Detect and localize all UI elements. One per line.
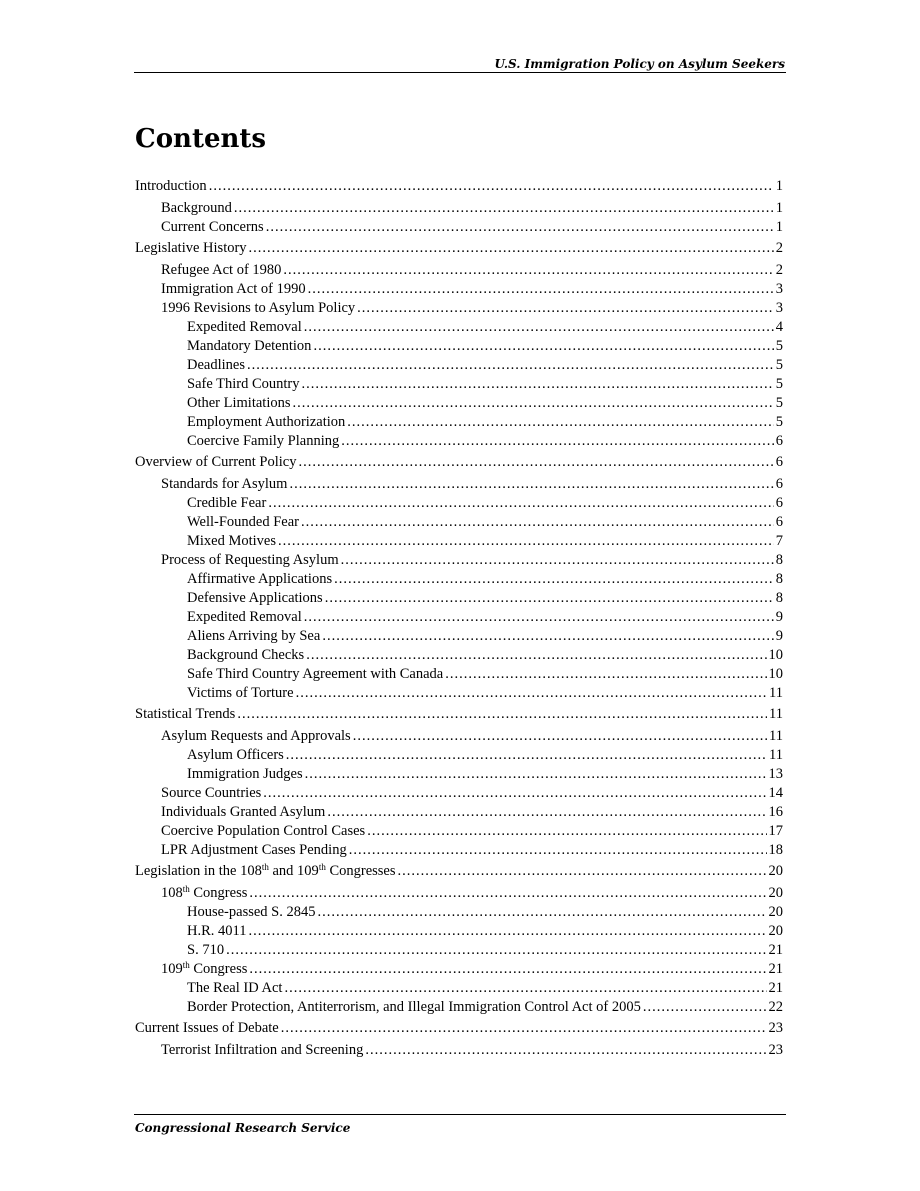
toc-entry[interactable]: [135, 551, 783, 570]
toc-entry-title: Individuals Granted Asylum: [161, 804, 326, 820]
toc-page-number: 5: [775, 357, 783, 373]
toc-entry[interactable]: [135, 822, 783, 841]
toc-entry[interactable]: [135, 1019, 783, 1038]
toc-entry-title: Affirmative Applications: [187, 571, 333, 587]
toc-page-number: 3: [775, 300, 783, 316]
toc-page-number: 7: [775, 533, 783, 549]
toc-entry-title: The Real ID Act: [187, 980, 283, 996]
toc-entry[interactable]: [135, 199, 783, 218]
toc-entry-title: Introduction: [135, 178, 207, 194]
toc-entry-title: Aliens Arriving by Sea: [187, 628, 321, 644]
toc-entry[interactable]: [135, 318, 783, 337]
toc-entry[interactable]: [135, 784, 783, 803]
toc-page-number: 11: [769, 728, 783, 744]
toc-dot-leader: [247, 356, 774, 375]
toc-dot-leader: [226, 941, 766, 960]
toc-dot-leader: [301, 513, 774, 532]
toc-dot-leader: [643, 998, 767, 1017]
toc-entry-title: 1996 Revisions to Asylum Policy: [161, 300, 356, 316]
toc-entry-title: Expedited Removal: [187, 319, 302, 335]
table-of-contents: [135, 177, 783, 1060]
toc-dot-leader: [334, 570, 774, 589]
toc-entry-title: Refugee Act of 1980: [161, 262, 282, 278]
toc-dot-leader: [398, 862, 767, 881]
toc-entry-title: 109th Congress: [161, 960, 248, 977]
toc-dot-leader: [284, 979, 766, 998]
toc-dot-leader: [325, 589, 774, 608]
toc-entry[interactable]: [135, 941, 783, 960]
toc-entry-title: Border Protection, Antiterrorism, and Illegal Immigration Control Act of 2005: [187, 999, 641, 1015]
toc-entry[interactable]: [135, 665, 783, 684]
toc-page-number: 5: [775, 376, 783, 392]
toc-page-number: 3: [775, 281, 783, 297]
toc-dot-leader: [293, 394, 774, 413]
toc-entry-title: H.R. 4011: [187, 923, 247, 939]
footer-text: Congressional Research Service: [135, 1121, 351, 1135]
toc-entry[interactable]: [135, 453, 783, 472]
toc-page-number: 21: [768, 942, 783, 958]
toc-entry-title: Mixed Motives: [187, 533, 277, 549]
toc-entry-title: Mandatory Detention: [187, 338, 312, 354]
toc-entry-title: Overview of Current Policy: [135, 454, 297, 470]
toc-entry-title: Safe Third Country Agreement with Canada: [187, 666, 444, 682]
toc-entry-title: Safe Third Country: [187, 376, 300, 392]
toc-page-number: 23: [768, 1020, 783, 1036]
toc-dot-leader: [365, 1041, 766, 1060]
toc-entry[interactable]: [135, 239, 783, 258]
toc-entry-title: Current Issues of Debate: [135, 1020, 279, 1036]
toc-entry[interactable]: [135, 841, 783, 860]
toc-dot-leader: [278, 532, 774, 551]
toc-entry[interactable]: [135, 922, 783, 941]
toc-entry-title: Employment Authorization: [187, 414, 346, 430]
toc-entry-title: Current Concerns: [161, 219, 264, 235]
toc-dot-leader: [248, 922, 766, 941]
toc-entry[interactable]: [135, 705, 783, 724]
toc-page-number: 9: [775, 628, 783, 644]
toc-page-number: 2: [775, 262, 783, 278]
toc-dot-leader: [322, 627, 773, 646]
toc-dot-leader: [289, 475, 773, 494]
toc-page-number: 9: [775, 609, 783, 625]
toc-entry[interactable]: [135, 608, 783, 627]
toc-page-number: 22: [768, 999, 783, 1015]
toc-dot-leader: [296, 684, 767, 703]
toc-entry[interactable]: [135, 570, 783, 589]
toc-entry-title: Immigration Judges: [187, 766, 303, 782]
toc-page-number: 4: [775, 319, 783, 335]
toc-dot-leader: [237, 705, 767, 724]
toc-entry-title: Legislation in the 108th and 109th Congresses: [135, 862, 396, 879]
toc-dot-leader: [304, 608, 774, 627]
toc-page-number: 11: [769, 706, 783, 722]
toc-dot-leader: [347, 413, 773, 432]
toc-entry-title: Background Checks: [187, 647, 305, 663]
toc-page-number: 20: [768, 885, 783, 901]
toc-page-number: 1: [775, 219, 783, 235]
toc-entry-title: Source Countries: [161, 785, 262, 801]
toc-page-number: 8: [775, 571, 783, 587]
toc-entry[interactable]: [135, 177, 783, 196]
toc-dot-leader: [249, 884, 766, 903]
toc-dot-leader: [327, 803, 766, 822]
toc-dot-leader: [305, 765, 767, 784]
toc-dot-leader: [283, 261, 773, 280]
toc-entry[interactable]: [135, 413, 783, 432]
toc-page-number: 8: [775, 552, 783, 568]
toc-entry-title: Expedited Removal: [187, 609, 302, 625]
toc-entry[interactable]: [135, 960, 783, 979]
toc-dot-leader: [263, 784, 766, 803]
toc-entry-title: Standards for Asylum: [161, 476, 288, 492]
toc-entry[interactable]: [135, 998, 783, 1017]
toc-entry-title: Credible Fear: [187, 495, 267, 511]
toc-page-number: 6: [775, 433, 783, 449]
toc-entry[interactable]: [135, 261, 783, 280]
toc-entry[interactable]: [135, 746, 783, 765]
toc-entry-title: Background: [161, 200, 232, 216]
toc-page-number: 21: [768, 961, 783, 977]
toc-dot-leader: [249, 960, 766, 979]
toc-entry-title: Legislative History: [135, 240, 247, 256]
toc-dot-leader: [268, 494, 773, 513]
toc-entry[interactable]: [135, 862, 783, 881]
toc-dot-leader: [367, 822, 766, 841]
toc-dot-leader: [353, 727, 767, 746]
toc-dot-leader: [281, 1019, 767, 1038]
toc-page-number: 20: [768, 923, 783, 939]
toc-dot-leader: [349, 841, 767, 860]
toc-page-number: 8: [775, 590, 783, 606]
toc-entry-title: House-passed S. 2845: [187, 904, 316, 920]
toc-entry[interactable]: [135, 884, 783, 903]
toc-entry[interactable]: [135, 589, 783, 608]
toc-entry-title: S. 710: [187, 942, 225, 958]
toc-entry-title: Asylum Requests and Approvals: [161, 728, 351, 744]
toc-entry[interactable]: [135, 337, 783, 356]
toc-entry-title: Immigration Act of 1990: [161, 281, 306, 297]
toc-entry[interactable]: [135, 375, 783, 394]
toc-entry[interactable]: [135, 532, 783, 551]
toc-dot-leader: [209, 177, 774, 196]
toc-dot-leader: [306, 646, 766, 665]
toc-entry-title: Well-Founded Fear: [187, 514, 299, 530]
toc-entry[interactable]: [135, 475, 783, 494]
toc-entry[interactable]: [135, 432, 783, 451]
toc-entry[interactable]: [135, 513, 783, 532]
toc-page-number: 20: [768, 904, 783, 920]
toc-dot-leader: [234, 199, 774, 218]
toc-page-number: 23: [768, 1042, 783, 1058]
toc-entry-title: Coercive Family Planning: [187, 433, 340, 449]
toc-entry[interactable]: [135, 299, 783, 318]
toc-entry-title: Coercive Population Control Cases: [161, 823, 366, 839]
toc-dot-leader: [313, 337, 773, 356]
toc-page-number: 16: [768, 804, 783, 820]
toc-dot-leader: [308, 280, 774, 299]
toc-page-number: 6: [775, 495, 783, 511]
toc-page-number: 1: [775, 178, 783, 194]
toc-entry[interactable]: [135, 280, 783, 299]
toc-entry-title: Defensive Applications: [187, 590, 323, 606]
toc-dot-leader: [302, 375, 774, 394]
toc-entry[interactable]: [135, 727, 783, 746]
toc-entry-title: Other Limitations: [187, 395, 291, 411]
toc-entry[interactable]: [135, 218, 783, 237]
toc-entry[interactable]: [135, 979, 783, 998]
toc-page-number: 14: [768, 785, 783, 801]
toc-page-number: 21: [768, 980, 783, 996]
toc-entry-title: Asylum Officers: [187, 747, 284, 763]
toc-page-number: 5: [775, 414, 783, 430]
toc-entry[interactable]: [135, 494, 783, 513]
toc-entry-title: Terrorist Infiltration and Screening: [161, 1042, 364, 1058]
toc-page-number: 18: [768, 842, 783, 858]
toc-entry-title: Statistical Trends: [135, 706, 236, 722]
toc-dot-leader: [445, 665, 766, 684]
header-rule: [134, 72, 786, 73]
toc-entry[interactable]: [135, 765, 783, 784]
toc-page-number: 2: [775, 240, 783, 256]
toc-entry-title: Victims of Torture: [187, 685, 294, 701]
toc-dot-leader: [286, 746, 767, 765]
running-header-title: U.S. Immigration Policy on Asylum Seekers: [494, 57, 785, 71]
toc-dot-leader: [357, 299, 774, 318]
toc-page-number: 1: [775, 200, 783, 216]
toc-entry[interactable]: [135, 356, 783, 375]
toc-dot-leader: [249, 239, 774, 258]
toc-page-number: 17: [768, 823, 783, 839]
toc-entry[interactable]: [135, 646, 783, 665]
toc-page-number: 13: [768, 766, 783, 782]
toc-page-number: 5: [775, 395, 783, 411]
toc-dot-leader: [298, 453, 773, 472]
toc-dot-leader: [341, 432, 774, 451]
toc-entry-title: Deadlines: [187, 357, 245, 373]
footer-rule: [134, 1114, 786, 1115]
page-title: Contents: [135, 124, 267, 154]
toc-entry-title: 108th Congress: [161, 884, 248, 901]
toc-page-number: 11: [769, 685, 783, 701]
toc-entry[interactable]: [135, 394, 783, 413]
toc-entry[interactable]: [135, 903, 783, 922]
toc-page-number: 10: [768, 666, 783, 682]
toc-dot-leader: [317, 903, 766, 922]
toc-entry[interactable]: [135, 803, 783, 822]
toc-entry[interactable]: [135, 684, 783, 703]
toc-entry[interactable]: [135, 627, 783, 646]
toc-dot-leader: [266, 218, 774, 237]
toc-dot-leader: [341, 551, 774, 570]
toc-page-number: 6: [775, 476, 783, 492]
toc-page-number: 6: [775, 454, 783, 470]
toc-page-number: 5: [775, 338, 783, 354]
toc-entry-title: Process of Requesting Asylum: [161, 552, 339, 568]
toc-page-number: 20: [768, 863, 783, 879]
toc-page-number: 11: [769, 747, 783, 763]
toc-entry-title: LPR Adjustment Cases Pending: [161, 842, 347, 858]
toc-dot-leader: [304, 318, 774, 337]
toc-page-number: 6: [775, 514, 783, 530]
toc-entry[interactable]: [135, 1041, 783, 1060]
toc-page-number: 10: [768, 647, 783, 663]
